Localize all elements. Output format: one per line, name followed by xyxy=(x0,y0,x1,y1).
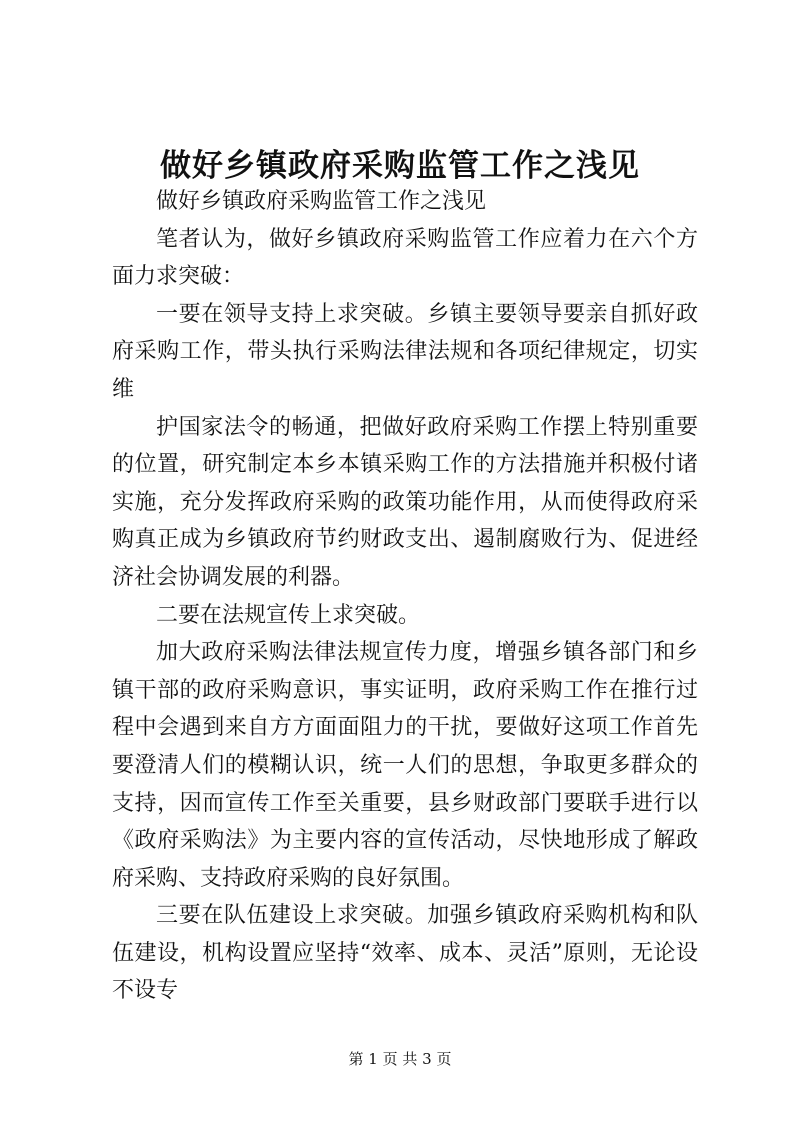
document-title: 做好乡镇政府采购监管工作之浅见 xyxy=(160,148,640,184)
paragraph: 笔者认为，做好乡镇政府采购监管工作应着力在六个方面力求突破： xyxy=(112,226,698,290)
paragraph: 二要在法规宣传上求突破。 xyxy=(156,602,421,628)
paragraph: 加大政府采购法律法规宣传力度，增强乡镇各部门和乡镇干部的政府采购意识，事实证明，政府采购工作在推行过程中会遇到来自方方面面阻力的干扰，要做好这项工作首先要澄清人们的模糊认识，统一人们的思想，争取更多群众的支持，因而宣传工作至关重要，县乡财政部门要联手进行以《政府采购法》为主要内容的宣传活动，尽快地形成了解政府采购、支持政府采购的良好氛围。 xyxy=(112,640,698,891)
paragraph: 做好乡镇政府采购监管工作之浅见 xyxy=(156,189,487,214)
paragraph: 护国家法令的畅通，把做好政府采购工作摆上特别重要的位置，研究制定本乡本镇采购工作的方法措施并积极付诸实施，充分发挥政府采购的政策功能作用，从而使得政府采购真正成为乡镇政府节约财政支出、遏制腐败行为、促进经济社会协调发展的利器。 xyxy=(112,414,698,590)
page-footer: 第 1 页 共 3 页 xyxy=(348,1050,452,1068)
paragraph: 三要在队伍建设上求突破。加强乡镇政府采购机构和队伍建设，机构设置应坚持“效率、成本、灵活”原则，无论设不设专 xyxy=(112,903,698,1004)
paragraph: 一要在领导支持上求突破。乡镇主要领导要亲自抓好政府采购工作，带头执行采购法律法规和各项纪律规定，切实维 xyxy=(112,301,698,402)
document-body xyxy=(112,183,698,1010)
